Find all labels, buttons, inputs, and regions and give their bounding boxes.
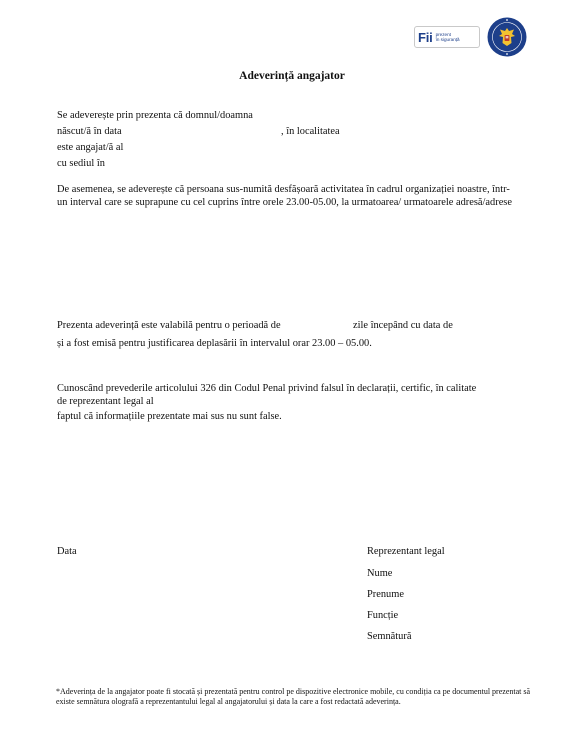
surname-label: Prenume	[367, 589, 404, 600]
intro-line-employee: Se adeverește prin prezenta că domnul/doamna	[57, 110, 253, 121]
validity-period-text: Prezenta adeverință este valabilă pentru o perioadă de	[57, 320, 281, 331]
footnote: *Adeverința de la angajator poate fi stocată și prezentată pentru control pe dispozitive electronice mobile, cu condiția ca pe documentul prezentat să existe semnătura olografă a reprezentantului legal al angajatorului și data la care a fost redactată adeverința.	[56, 687, 531, 706]
name-label: Nume	[367, 568, 393, 579]
intro-line-headquarters: cu sediul în	[57, 158, 105, 169]
validity-start-text: zile începând cu data de	[353, 320, 453, 331]
document-title: Adeverință angajator	[239, 70, 345, 82]
date-label: Data	[57, 546, 77, 557]
declaration-line-3: faptul că informațiile prezentate mai sus nu sunt false.	[57, 411, 282, 422]
function-label: Funcție	[367, 610, 399, 621]
declaration-line-1: Cunoscând prevederile articolului 326 din Codul Penal privind falsul în declarații, certific, în calitate	[57, 383, 477, 394]
fii-logo-tagline: prezent în siguranță	[435, 32, 460, 42]
activity-paragraph: De asemenea, se adeverește că persoana sus-numită desfășoară activitatea în cadrul organizației noastre, într-un interval care se suprapune cu cel cuprins între orele 23.00-05.00, la urmatoarea/ urmatoarele adresă/adrese	[57, 184, 512, 208]
fii-logo-word: Fii	[418, 29, 433, 45]
romanian-coat-of-arms-icon	[487, 17, 527, 57]
intro-line-birth-date: născut/ă în data	[57, 126, 122, 137]
intro-line-employer: este angajat/ă al	[57, 142, 124, 153]
validity-interval-text: și a fost emisă pentru justificarea deplasării în intervalul orar 23.00 – 05.00.	[57, 338, 372, 349]
signature-label: Semnătură	[367, 631, 412, 642]
declaration-line-2: de reprezentant legal al	[57, 396, 154, 407]
fii-prezent-logo	[414, 26, 480, 48]
legal-representative-label: Reprezentant legal	[367, 546, 445, 557]
intro-line-locality: , în localitatea	[281, 126, 340, 137]
